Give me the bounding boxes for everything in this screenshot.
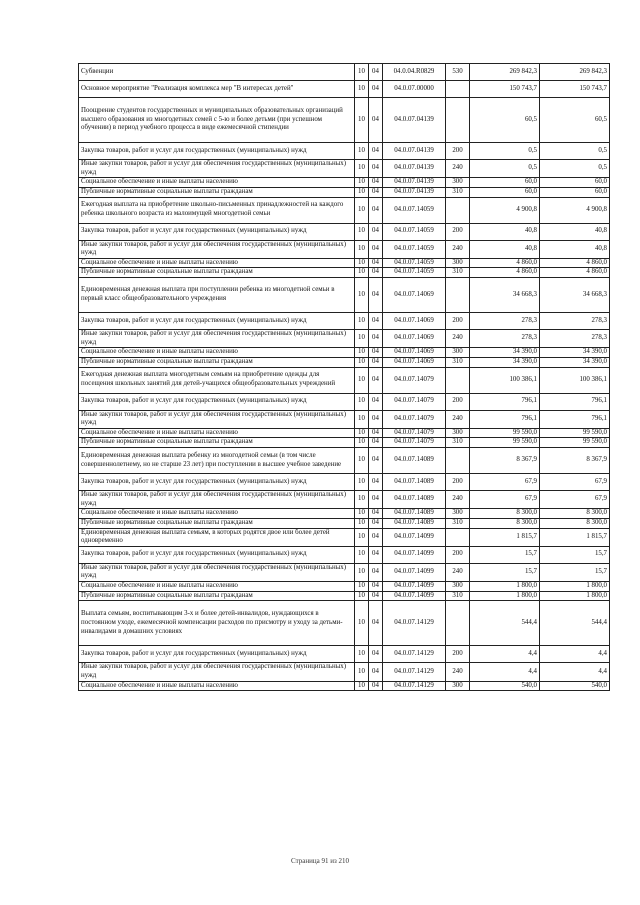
section-cell: 10 [355,410,369,428]
amount-approved-cell: 796,1 [540,410,610,428]
subsection-cell: 04 [369,410,383,428]
amount-cell: 4,4 [470,663,540,681]
amount-approved-cell: 40,8 [540,240,610,258]
table-row [79,178,610,188]
expense-type-cell: 300 [446,348,470,358]
expense-type-cell: 200 [446,646,470,663]
amount-cell: 34 390,0 [470,348,540,358]
amount-cell: 99 590,0 [470,438,540,448]
section-cell: 10 [355,448,369,474]
target-article-cell: 04.0.07.14059 [383,223,446,240]
amount-approved-cell: 150 743,7 [540,81,610,98]
subsection-cell: 04 [369,81,383,98]
section-cell: 10 [355,528,369,546]
subsection-cell: 04 [369,64,383,81]
subsection-cell: 04 [369,582,383,592]
subsection-cell: 04 [369,98,383,143]
expense-type-cell: 200 [446,313,470,330]
row-name-cell: Публичные нормативные социальные выплаты гражданам [79,357,355,367]
expense-type-cell [446,601,470,646]
amount-approved-cell: 99 590,0 [540,438,610,448]
amount-approved-cell: 15,7 [540,546,610,563]
target-article-cell: 04.0.07.14069 [383,313,446,330]
section-cell: 10 [355,601,369,646]
table-row [79,143,610,160]
amount-approved-cell: 269 842,3 [540,64,610,81]
amount-approved-cell: 60,0 [540,178,610,188]
row-name-cell: Единовременная денежная выплата семьям, в которых родятся двое или более детей одновременно [79,528,355,546]
row-name-cell: Публичные нормативные социальные выплаты гражданам [79,591,355,601]
section-cell: 10 [355,393,369,410]
amount-cell: 1 815,7 [470,528,540,546]
subsection-cell: 04 [369,367,383,393]
target-article-cell: 04.0.07.14089 [383,491,446,509]
section-cell: 10 [355,474,369,491]
section-cell: 10 [355,367,369,393]
amount-approved-cell: 8 300,0 [540,518,610,528]
amount-cell: 4,4 [470,646,540,663]
table-row [79,681,610,691]
expense-type-cell: 200 [446,143,470,160]
expense-type-cell [446,197,470,223]
section-cell: 10 [355,64,369,81]
expense-type-cell: 300 [446,681,470,691]
amount-approved-cell: 99 590,0 [540,428,610,438]
row-name-cell: Иные закупки товаров, работ и услуг для обеспечения государственных (муниципальных) нужд [79,160,355,178]
table-row [79,64,610,81]
subsection-cell: 04 [369,528,383,546]
target-article-cell: 04.0.07.14069 [383,348,446,358]
target-article-cell: 04.0.07.04139 [383,178,446,188]
target-article-cell: 04.0.07.14079 [383,428,446,438]
table-row [79,348,610,358]
subsection-cell: 04 [369,663,383,681]
table-row [79,563,610,581]
subsection-cell: 04 [369,357,383,367]
target-article-cell: 04.0.07.14069 [383,278,446,313]
amount-cell: 15,7 [470,563,540,581]
table-row [79,240,610,258]
expense-type-cell: 240 [446,410,470,428]
amount-cell: 278,3 [470,330,540,348]
table-row [79,81,610,98]
section-cell: 10 [355,197,369,223]
section-cell: 10 [355,348,369,358]
section-cell: 10 [355,582,369,592]
row-name-cell: Закупка товаров, работ и услуг для государственных (муниципальных) нужд [79,393,355,410]
table-row [79,438,610,448]
amount-approved-cell: 0,5 [540,160,610,178]
table-row [79,268,610,278]
amount-approved-cell: 4 860,0 [540,268,610,278]
row-name-cell: Социальное обеспечение и иные выплаты населению [79,582,355,592]
amount-approved-cell: 4 860,0 [540,258,610,268]
row-name-cell: Иные закупки товаров, работ и услуг для обеспечения государственных (муниципальных) нужд [79,663,355,681]
amount-cell: 1 800,0 [470,582,540,592]
subsection-cell: 04 [369,240,383,258]
target-article-cell: 04.0.07.04139 [383,98,446,143]
row-name-cell: Закупка товаров, работ и услуг для государственных (муниципальных) нужд [79,223,355,240]
subsection-cell: 04 [369,313,383,330]
target-article-cell: 04.0.07.04139 [383,160,446,178]
table-row [79,410,610,428]
expense-type-cell: 240 [446,491,470,509]
row-name-cell: Основное мероприятие "Реализация комплекса мер "В интересах детей" [79,81,355,98]
expense-type-cell: 310 [446,268,470,278]
amount-approved-cell: 4,4 [540,646,610,663]
section-cell: 10 [355,313,369,330]
subsection-cell: 04 [369,491,383,509]
amount-approved-cell: 60,5 [540,98,610,143]
subsection-cell: 04 [369,681,383,691]
section-cell: 10 [355,223,369,240]
table-row [79,582,610,592]
expense-type-cell: 310 [446,591,470,601]
table-row [79,223,610,240]
row-name-cell: Единовременная денежная выплата ребенку из многодетной семьи (в том числе совершеннолетнему, но не старше 23 лет) при поступлении в высшее учебное заведение [79,448,355,474]
row-name-cell: Ежегодная денежная выплата многодетным семьям на приобретение одежды для посещения школьных занятий для детей-учащихся общеобразовательных учреждений [79,367,355,393]
section-cell: 10 [355,681,369,691]
expense-type-cell: 300 [446,509,470,519]
row-name-cell: Иные закупки товаров, работ и услуг для обеспечения государственных (муниципальных) нужд [79,410,355,428]
amount-cell: 4 900,8 [470,197,540,223]
table-row [79,258,610,268]
amount-approved-cell: 67,9 [540,474,610,491]
subsection-cell: 04 [369,509,383,519]
row-name-cell: Закупка товаров, работ и услуг для государственных (муниципальных) нужд [79,646,355,663]
amount-approved-cell: 796,1 [540,393,610,410]
amount-approved-cell: 15,7 [540,563,610,581]
subsection-cell: 04 [369,448,383,474]
amount-cell: 34 390,0 [470,357,540,367]
amount-approved-cell: 1 815,7 [540,528,610,546]
row-name-cell: Социальное обеспечение и иные выплаты населению [79,348,355,358]
table-row [79,646,610,663]
table-row [79,187,610,197]
amount-cell: 67,9 [470,491,540,509]
amount-cell: 540,0 [470,681,540,691]
amount-approved-cell: 1 800,0 [540,591,610,601]
subsection-cell: 04 [369,268,383,278]
row-name-cell: Социальное обеспечение и иные выплаты населению [79,178,355,188]
target-article-cell: 04.0.07.14099 [383,591,446,601]
row-name-cell: Иные закупки товаров, работ и услуг для обеспечения государственных (муниципальных) нужд [79,240,355,258]
amount-cell: 8 367,9 [470,448,540,474]
subsection-cell: 04 [369,223,383,240]
amount-cell: 8 300,0 [470,518,540,528]
expense-type-cell [446,528,470,546]
amount-cell: 1 800,0 [470,591,540,601]
expense-type-cell: 300 [446,428,470,438]
amount-approved-cell: 4 900,8 [540,197,610,223]
subsection-cell: 04 [369,187,383,197]
subsection-cell: 04 [369,438,383,448]
subsection-cell: 04 [369,348,383,358]
expense-type-cell: 530 [446,64,470,81]
target-article-cell: 04.0.04.R0829 [383,64,446,81]
amount-approved-cell: 60,0 [540,187,610,197]
row-name-cell: Социальное обеспечение и иные выплаты населению [79,258,355,268]
amount-approved-cell: 278,3 [540,330,610,348]
amount-cell: 796,1 [470,393,540,410]
expense-type-cell: 300 [446,582,470,592]
row-name-cell: Иные закупки товаров, работ и услуг для обеспечения государственных (муниципальных) нужд [79,330,355,348]
table-row [79,509,610,519]
expense-type-cell: 240 [446,160,470,178]
amount-cell: 34 668,3 [470,278,540,313]
target-article-cell: 04.0.07.14059 [383,258,446,268]
section-cell: 10 [355,509,369,519]
amount-cell: 8 300,0 [470,509,540,519]
table-row [79,313,610,330]
subsection-cell: 04 [369,178,383,188]
table-row [79,357,610,367]
amount-cell: 99 590,0 [470,428,540,438]
table-row [79,546,610,563]
amount-approved-cell: 67,9 [540,491,610,509]
row-name-cell: Закупка товаров, работ и услуг для государственных (муниципальных) нужд [79,474,355,491]
row-name-cell: Ежегодная выплата на приобретение школьно-письменных принадлежностей на каждого ребенка школьного возраста из малоимущей многодетной семьи [79,197,355,223]
target-article-cell: 04.0.07.14079 [383,438,446,448]
budget-table [78,63,610,691]
table-row [79,367,610,393]
table-row [79,518,610,528]
amount-cell: 0,5 [470,160,540,178]
amount-cell: 150 743,7 [470,81,540,98]
table-row [79,393,610,410]
subsection-cell: 04 [369,330,383,348]
amount-cell: 0,5 [470,143,540,160]
amount-cell: 40,8 [470,240,540,258]
target-article-cell: 04.0.07.14129 [383,601,446,646]
amount-cell: 40,8 [470,223,540,240]
expense-type-cell: 200 [446,223,470,240]
section-cell: 10 [355,330,369,348]
amount-approved-cell: 34 668,3 [540,278,610,313]
amount-approved-cell: 278,3 [540,313,610,330]
subsection-cell: 04 [369,393,383,410]
target-article-cell: 04.0.07.14059 [383,197,446,223]
section-cell: 10 [355,646,369,663]
amount-cell: 544,4 [470,601,540,646]
table-row [79,448,610,474]
row-name-cell: Публичные нормативные социальные выплаты гражданам [79,268,355,278]
row-name-cell: Поощрение студентов государственных и муниципальных образовательных организаций высшего образования из многодетных семей с 5-ю и более детьми (при успешном обучении) в период учебного процесса в виде ежемесячной стипендии [79,98,355,143]
section-cell: 10 [355,491,369,509]
amount-approved-cell: 0,5 [540,143,610,160]
amount-approved-cell: 40,8 [540,223,610,240]
row-name-cell: Публичные нормативные социальные выплаты гражданам [79,438,355,448]
amount-approved-cell: 8 300,0 [540,509,610,519]
row-name-cell: Закупка товаров, работ и услуг для государственных (муниципальных) нужд [79,143,355,160]
amount-approved-cell: 100 386,1 [540,367,610,393]
row-name-cell: Публичные нормативные социальные выплаты гражданам [79,187,355,197]
table-row [79,601,610,646]
expense-type-cell [446,448,470,474]
expense-type-cell: 200 [446,546,470,563]
subsection-cell: 04 [369,278,383,313]
table-row [79,663,610,681]
section-cell: 10 [355,187,369,197]
amount-cell: 269 842,3 [470,64,540,81]
section-cell: 10 [355,278,369,313]
row-name-cell: Иные закупки товаров, работ и услуг для обеспечения государственных (муниципальных) нужд [79,491,355,509]
table-row [79,491,610,509]
expense-type-cell [446,278,470,313]
target-article-cell: 04.0.07.14129 [383,646,446,663]
expense-type-cell [446,98,470,143]
subsection-cell: 04 [369,563,383,581]
table-row [79,160,610,178]
amount-cell: 67,9 [470,474,540,491]
target-article-cell: 04.0.07.14079 [383,367,446,393]
row-name-cell: Социальное обеспечение и иные выплаты населению [79,681,355,691]
expense-type-cell [446,367,470,393]
amount-approved-cell: 1 800,0 [540,582,610,592]
target-article-cell: 04.0.07.00000 [383,81,446,98]
amount-approved-cell: 544,4 [540,601,610,646]
target-article-cell: 04.0.07.14069 [383,330,446,348]
amount-cell: 60,0 [470,187,540,197]
table-row [79,474,610,491]
amount-cell: 60,5 [470,98,540,143]
section-cell: 10 [355,160,369,178]
section-cell: 10 [355,518,369,528]
amount-approved-cell: 34 390,0 [540,348,610,358]
subsection-cell: 04 [369,546,383,563]
subsection-cell: 04 [369,428,383,438]
target-article-cell: 04.0.07.14089 [383,509,446,519]
subsection-cell: 04 [369,197,383,223]
section-cell: 10 [355,143,369,160]
subsection-cell: 04 [369,646,383,663]
section-cell: 10 [355,591,369,601]
expense-type-cell: 200 [446,474,470,491]
table-row [79,98,610,143]
section-cell: 10 [355,357,369,367]
expense-type-cell: 310 [446,438,470,448]
expense-type-cell [446,81,470,98]
target-article-cell: 04.0.07.14069 [383,357,446,367]
target-article-cell: 04.0.07.14079 [383,393,446,410]
target-article-cell: 04.0.07.14099 [383,528,446,546]
subsection-cell: 04 [369,518,383,528]
subsection-cell: 04 [369,160,383,178]
row-name-cell: Социальное обеспечение и иные выплаты населению [79,428,355,438]
target-article-cell: 04.0.07.04139 [383,187,446,197]
target-article-cell: 04.0.07.14099 [383,582,446,592]
amount-cell: 796,1 [470,410,540,428]
table-row [79,428,610,438]
section-cell: 10 [355,98,369,143]
row-name-cell: Закупка товаров, работ и услуг для государственных (муниципальных) нужд [79,546,355,563]
section-cell: 10 [355,240,369,258]
row-name-cell: Единовременная денежная выплата при поступлении ребенка из многодетной семьи в первый класс общеобразовательного учреждения [79,278,355,313]
expense-type-cell: 240 [446,563,470,581]
page-footer: Страница 91 из 210 [291,857,349,865]
table-row [79,591,610,601]
section-cell: 10 [355,563,369,581]
table-row [79,528,610,546]
target-article-cell: 04.0.07.14099 [383,563,446,581]
amount-cell: 60,0 [470,178,540,188]
row-name-cell: Выплата семьям, воспитывающим 3-х и более детей-инвалидов, нуждающихся в постоянном уходе, ежемесячной компенсации расходов по присмотру и уходу за детьми-инвалидами в домашних условиях [79,601,355,646]
expense-type-cell: 240 [446,240,470,258]
section-cell: 10 [355,663,369,681]
row-name-cell: Публичные нормативные социальные выплаты гражданам [79,518,355,528]
target-article-cell: 04.0.07.14129 [383,681,446,691]
expense-type-cell: 310 [446,187,470,197]
row-name-cell: Закупка товаров, работ и услуг для государственных (муниципальных) нужд [79,313,355,330]
target-article-cell: 04.0.07.14079 [383,410,446,428]
amount-cell: 4 860,0 [470,258,540,268]
expense-type-cell: 300 [446,178,470,188]
expense-type-cell: 310 [446,518,470,528]
subsection-cell: 04 [369,143,383,160]
expense-type-cell: 240 [446,663,470,681]
budget-table-body [79,64,610,691]
section-cell: 10 [355,268,369,278]
amount-approved-cell: 540,0 [540,681,610,691]
subsection-cell: 04 [369,258,383,268]
target-article-cell: 04.0.07.14089 [383,474,446,491]
target-article-cell: 04.0.07.14129 [383,663,446,681]
target-article-cell: 04.0.07.14059 [383,240,446,258]
section-cell: 10 [355,258,369,268]
subsection-cell: 04 [369,601,383,646]
row-name-cell: Иные закупки товаров, работ и услуг для обеспечения государственных (муниципальных) нужд [79,563,355,581]
section-cell: 10 [355,178,369,188]
target-article-cell: 04.0.07.14089 [383,448,446,474]
section-cell: 10 [355,428,369,438]
amount-cell: 278,3 [470,313,540,330]
amount-cell: 15,7 [470,546,540,563]
expense-type-cell: 310 [446,357,470,367]
section-cell: 10 [355,81,369,98]
section-cell: 10 [355,546,369,563]
amount-cell: 4 860,0 [470,268,540,278]
table-row [79,330,610,348]
target-article-cell: 04.0.07.04139 [383,143,446,160]
expense-type-cell: 300 [446,258,470,268]
table-row [79,197,610,223]
target-article-cell: 04.0.07.14059 [383,268,446,278]
row-name-cell: Социальное обеспечение и иные выплаты населению [79,509,355,519]
expense-type-cell: 240 [446,330,470,348]
amount-approved-cell: 8 367,9 [540,448,610,474]
amount-approved-cell: 34 390,0 [540,357,610,367]
target-article-cell: 04.0.07.14099 [383,546,446,563]
section-cell: 10 [355,438,369,448]
amount-cell: 100 386,1 [470,367,540,393]
amount-approved-cell: 4,4 [540,663,610,681]
subsection-cell: 04 [369,591,383,601]
subsection-cell: 04 [369,474,383,491]
row-name-cell: Субвенции [79,64,355,81]
expense-type-cell: 200 [446,393,470,410]
target-article-cell: 04.0.07.14089 [383,518,446,528]
table-row [79,278,610,313]
